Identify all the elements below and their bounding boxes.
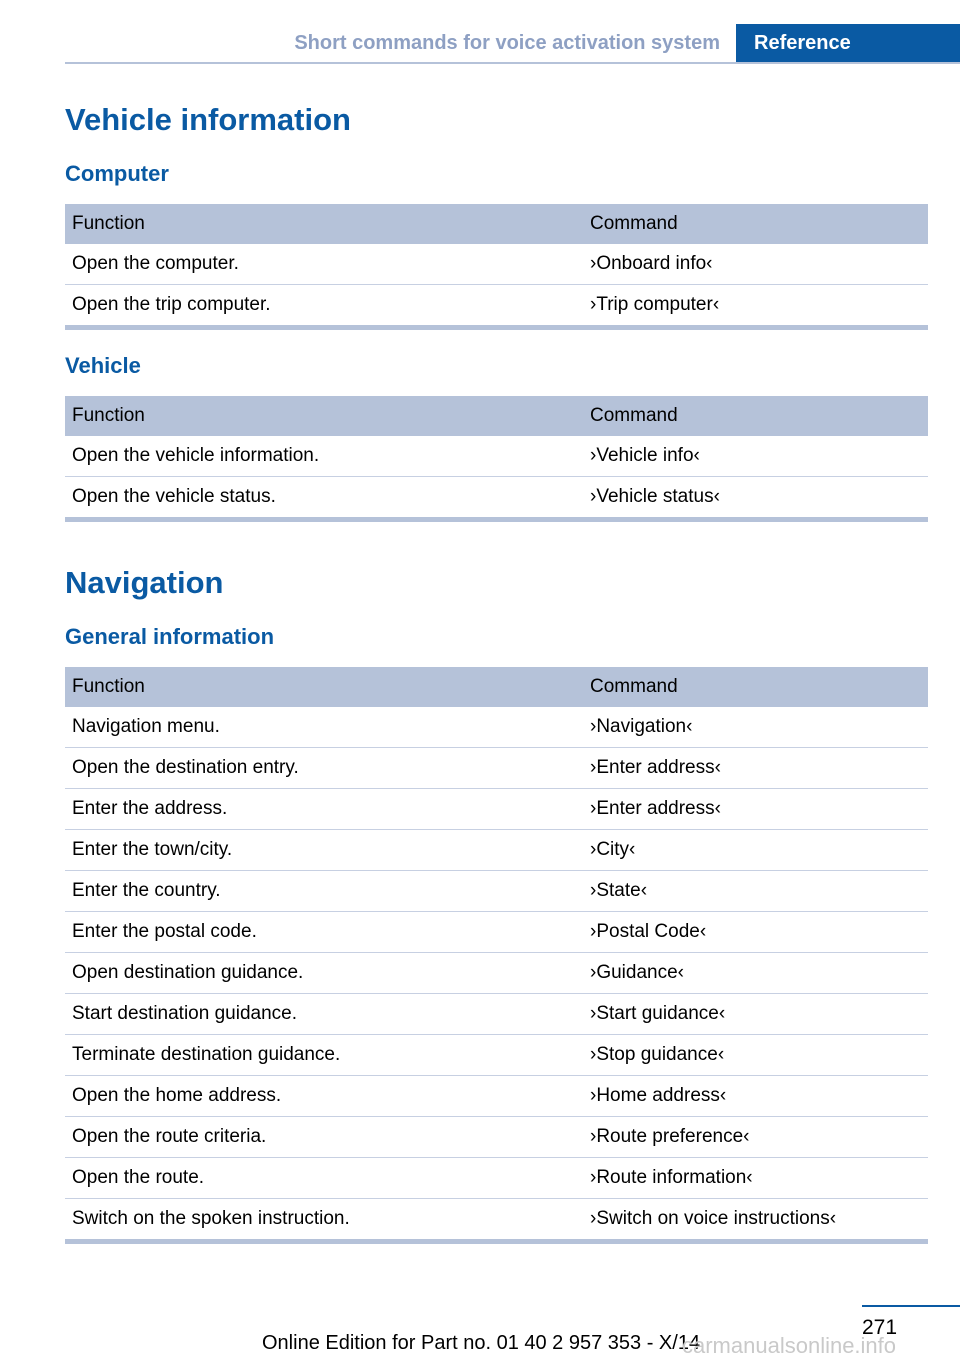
function-cell: Open the route criteria.	[65, 1117, 583, 1158]
table-header-row	[65, 667, 928, 707]
command-cell: ›Stop guidance‹	[583, 1035, 928, 1076]
command-cell: ›Onboard info‹	[590, 253, 713, 274]
table-row	[65, 436, 928, 477]
watermark: carmanualsonline.info	[682, 1333, 897, 1358]
column-header-command: Command	[583, 204, 928, 244]
function-cell: Terminate destination guidance.	[65, 1035, 583, 1076]
command-cell: ›Route information‹	[583, 1158, 928, 1199]
table-row	[65, 285, 928, 328]
table-row	[65, 871, 928, 912]
function-cell: Navigation menu.	[72, 716, 220, 737]
column-header-function: Function	[65, 204, 583, 244]
command-cell: ›Switch on voice instructions‹	[583, 1199, 928, 1242]
table-row	[65, 244, 928, 285]
table-row	[65, 1076, 928, 1117]
command-cell: ›State‹	[583, 871, 928, 912]
page-header	[65, 24, 960, 64]
column-header-function: Function	[65, 396, 583, 436]
table-row	[65, 748, 928, 789]
function-cell: Open the vehicle information.	[72, 445, 320, 466]
command-cell: ›Vehicle info‹	[590, 445, 700, 466]
section-title-navigation: Navigation	[65, 565, 224, 600]
function-cell: Enter the postal code.	[65, 912, 583, 953]
section-tab: Reference	[736, 24, 960, 62]
table-row	[65, 1158, 928, 1199]
computer-table	[65, 204, 928, 330]
table-row	[65, 912, 928, 953]
function-cell: Open the computer.	[72, 253, 239, 274]
table-row	[65, 789, 928, 830]
function-cell: Open destination guidance.	[65, 953, 583, 994]
subsection-title-vehicle: Vehicle	[65, 353, 141, 378]
command-cell: ›Vehicle status‹	[583, 477, 928, 520]
edition-note: Online Edition for Part no. 01 40 2 957 353 - X/14	[262, 1332, 701, 1354]
page-number: 271	[862, 1316, 898, 1339]
table-header-row	[65, 396, 928, 436]
column-header-function: Function	[65, 667, 583, 707]
command-cell: ›Postal Code‹	[583, 912, 928, 953]
table-row	[65, 477, 928, 520]
subsection-title-general-information: General information	[65, 624, 275, 649]
function-cell: Open the route.	[65, 1158, 583, 1199]
function-cell: Enter the address.	[65, 789, 583, 830]
table-row	[65, 830, 928, 871]
function-cell: Open the home address.	[65, 1076, 583, 1117]
function-cell: Open the trip computer.	[65, 285, 583, 328]
command-cell: ›Guidance‹	[583, 953, 928, 994]
command-cell: ›Start guidance‹	[583, 994, 928, 1035]
table-row	[65, 1117, 928, 1158]
table-row	[65, 994, 928, 1035]
command-cell: ›Navigation‹	[590, 716, 693, 737]
vehicle-table	[65, 396, 928, 522]
command-cell: ›Enter address‹	[583, 748, 928, 789]
command-cell: ›Route preference‹	[583, 1117, 928, 1158]
command-cell: ›Enter address‹	[583, 789, 928, 830]
breadcrumb: Short commands for voice activation system	[294, 32, 720, 54]
command-cell: ›Home address‹	[583, 1076, 928, 1117]
table-row	[65, 1199, 928, 1242]
function-cell: Enter the town/city.	[65, 830, 583, 871]
table-row	[65, 1035, 928, 1076]
function-cell: Enter the country.	[65, 871, 583, 912]
table-header-row	[65, 204, 928, 244]
command-cell: ›Trip computer‹	[583, 285, 928, 328]
table-row	[65, 953, 928, 994]
function-cell: Start destination guidance.	[65, 994, 583, 1035]
function-cell: Open the vehicle status.	[65, 477, 583, 520]
section-title-vehicle-information: Vehicle information	[65, 102, 351, 137]
navigation-table	[65, 667, 928, 1244]
column-header-command: Command	[583, 396, 928, 436]
column-header-command: Command	[583, 667, 928, 707]
command-cell: ›City‹	[583, 830, 928, 871]
footer-divider	[862, 1305, 960, 1307]
subsection-title-computer: Computer	[65, 161, 169, 186]
function-cell: Open the destination entry.	[65, 748, 583, 789]
table-row	[65, 707, 928, 748]
function-cell: Switch on the spoken instruction.	[65, 1199, 583, 1242]
